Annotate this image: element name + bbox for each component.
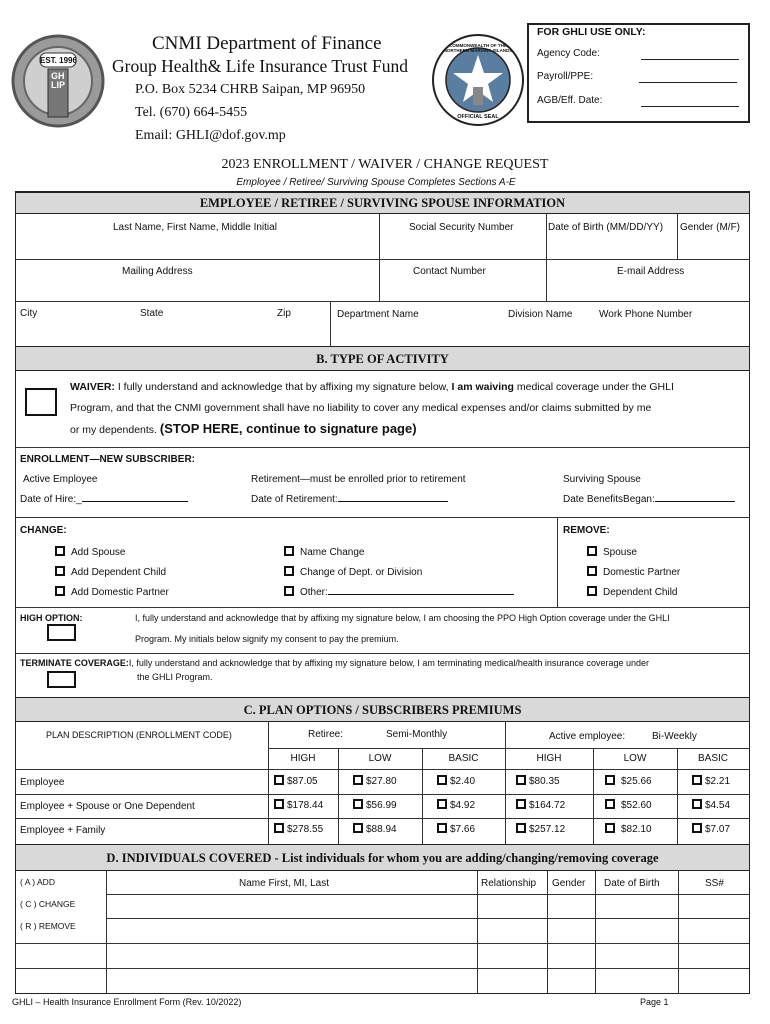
premium-checkbox[interactable] [605, 799, 615, 809]
plan-row-employee-family: Employee + Family [20, 825, 106, 836]
high-option-checkbox[interactable] [47, 624, 76, 641]
other-label: Other: [300, 587, 328, 598]
premium-value: $278.55 [287, 824, 324, 835]
agb-line[interactable] [641, 106, 739, 107]
premium-value: $88.94 [366, 824, 397, 835]
high-option-text-2: Program. My initials below signify my consent to pay the premium. [135, 634, 399, 644]
code-remove: ( R ) REMOVE [20, 921, 76, 931]
premium-value: $80.35 [529, 776, 560, 787]
seal-ring-text: COMMONWEALTH OF THE NORTHERN MARIANA ISLANDS [443, 43, 513, 53]
premium-cell[interactable] [516, 823, 565, 835]
premium-checkbox[interactable] [437, 775, 447, 785]
premium-cell[interactable] [274, 823, 323, 835]
premium-value: $82.10 [621, 824, 652, 835]
gender-column-header: Gender [552, 878, 586, 889]
premium-value: $2.40 [450, 776, 476, 787]
premium-cell[interactable] [437, 775, 475, 787]
premium-cell[interactable] [353, 823, 397, 835]
date-of-hire-label: Date of Hire:_ [20, 494, 82, 505]
premium-value: $7.07 [705, 824, 731, 835]
premium-cell[interactable] [605, 775, 652, 787]
premium-cell[interactable] [605, 823, 652, 835]
premium-cell[interactable] [692, 823, 730, 835]
remove-title: REMOVE: [563, 525, 610, 536]
fund-name: Group Health& Life Insurance Trust Fund [112, 56, 409, 76]
agency-code-line[interactable] [641, 59, 739, 60]
relationship-column-header: Relationship [481, 878, 537, 889]
email-address[interactable]: Email: GHLI@dof.gov.mp [135, 128, 286, 143]
logo-est-text: EST. 1996 [40, 56, 77, 65]
surviving-spouse-option[interactable]: Surviving Spouse [563, 474, 641, 485]
premium-value: $4.92 [450, 800, 476, 811]
retirement-option[interactable]: Retirement—must be enrolled prior to retirement [251, 474, 466, 485]
add-domestic-checkbox[interactable] [55, 586, 65, 596]
date-benefits-field[interactable] [563, 494, 735, 505]
waiver-text-line3 [70, 421, 417, 436]
premium-cell[interactable] [437, 799, 475, 811]
terminate-label-text: TERMINATE COVERAGE: [20, 658, 129, 668]
add-dependent-checkbox[interactable] [55, 566, 65, 576]
premium-checkbox[interactable] [274, 775, 284, 785]
ghli-box-title: FOR GHLI USE ONLY: [537, 26, 646, 38]
bi-weekly-label: Bi-Weekly [652, 731, 697, 742]
gender-field[interactable]: Gender (M/F) [680, 222, 741, 233]
code-change: ( C ) CHANGE [20, 899, 76, 909]
name-change-checkbox[interactable] [284, 546, 294, 556]
remove-dependent-option[interactable] [587, 586, 678, 598]
premium-value: $164.72 [529, 800, 566, 811]
premium-checkbox[interactable] [437, 799, 447, 809]
other-option[interactable] [284, 586, 514, 598]
premium-cell[interactable] [692, 775, 730, 787]
date-of-hire-field[interactable] [20, 494, 188, 505]
form-title: 2023 ENROLLMENT / WAIVER / CHANGE REQUEST [221, 157, 549, 172]
high-option-text-1: I, fully understand and acknowledge that by affixing my signature below, I am choosing the PPO High Option coverage under the GHLI [135, 613, 670, 623]
add-dependent-label: Add Dependent Child [71, 567, 167, 578]
col-active-low: LOW [623, 753, 647, 764]
premium-cell[interactable] [353, 799, 397, 811]
premium-checkbox[interactable] [605, 775, 615, 785]
ss-column-header: SS# [705, 878, 724, 889]
agb-label: AGB/Eff. Date: [537, 95, 603, 106]
logo-letters: GHLIP [51, 71, 66, 90]
premium-value: $178.44 [287, 800, 324, 811]
premium-value: $4.54 [705, 800, 731, 811]
last-name-field[interactable]: Last Name, First Name, Middle Initial [113, 222, 277, 233]
form-subtitle: Employee / Retiree/ Surviving Spouse Completes Sections A-E [236, 177, 516, 188]
change-dept-label: Change of Dept. or Division [300, 567, 423, 578]
semi-monthly-label: Semi-Monthly [386, 729, 448, 740]
premium-checkbox[interactable] [353, 775, 363, 785]
state-field[interactable]: State [140, 308, 164, 319]
col-retiree-basic: BASIC [448, 753, 479, 764]
dob-field[interactable]: Date of Birth (MM/DD/YY) [548, 222, 664, 233]
date-of-retirement-label: Date of Retirement: [251, 494, 338, 505]
premium-value: $27.80 [366, 776, 397, 787]
premium-checkbox[interactable] [353, 823, 363, 833]
contact-number-field[interactable]: Contact Number [413, 266, 486, 277]
premium-checkbox[interactable] [516, 823, 526, 833]
premium-checkbox[interactable] [516, 775, 526, 785]
add-domestic-label: Add Domestic Partner [71, 587, 169, 598]
name-column-header: Name First, MI, Last [239, 878, 330, 889]
dob-column-header: Date of Birth [604, 878, 660, 889]
col-retiree-low: LOW [368, 753, 392, 764]
active-employee-option[interactable]: Active Employee [23, 474, 98, 485]
name-change-label: Name Change [300, 547, 365, 558]
ssn-field[interactable]: Social Security Number [409, 222, 514, 233]
department-field[interactable]: Department Name [337, 309, 419, 320]
plan-row-employee-spouse: Employee + Spouse or One Dependent [20, 801, 195, 812]
add-domestic-option[interactable] [55, 586, 169, 598]
division-field[interactable]: Division Name [508, 309, 573, 320]
other-checkbox[interactable] [284, 586, 294, 596]
code-add: ( A ) ADD [20, 877, 55, 887]
premium-value: $2.21 [705, 776, 731, 787]
premium-checkbox[interactable] [692, 799, 702, 809]
mailing-address-field[interactable]: Mailing Address [122, 266, 193, 277]
premium-checkbox[interactable] [692, 775, 702, 785]
payroll-label: Payroll/PPE: [537, 71, 594, 82]
premium-checkbox[interactable] [516, 799, 526, 809]
waiver-text-1a: I fully understand and acknowledge that by affixing my signature below, [114, 381, 452, 393]
premium-cell[interactable] [605, 799, 652, 811]
add-dependent-option[interactable] [55, 566, 166, 578]
waiver-bold: I am waiving [451, 381, 514, 393]
change-dept-checkbox[interactable] [284, 566, 294, 576]
col-retiree-high: HIGH [290, 753, 316, 764]
terminate-text-2: the GHLI Program. [137, 672, 213, 682]
city-field[interactable]: City [20, 308, 38, 319]
plan-row-employee: Employee [20, 777, 65, 788]
footer-page-number: Page 1 [640, 997, 669, 1007]
ghli-use-only-box [527, 23, 750, 123]
remove-dependent-checkbox[interactable] [587, 586, 597, 596]
address: P.O. Box 5234 CHRB Saipan, MP 96950 [135, 82, 366, 97]
telephone: Tel. (670) 664-5455 [135, 105, 248, 120]
remove-domestic-option[interactable] [587, 566, 680, 578]
section-c-header: C. PLAN OPTIONS / SUBSCRIBERS PREMIUMS [16, 697, 749, 722]
remove-spouse-checkbox[interactable] [587, 546, 597, 556]
premium-cell[interactable] [437, 823, 475, 835]
work-phone-field[interactable]: Work Phone Number [599, 309, 693, 320]
premium-checkbox[interactable] [274, 799, 284, 809]
date-benefits-label: Date BenefitsBegan: [563, 494, 655, 505]
col-active-high: HIGH [536, 753, 562, 764]
waiver-stop-note: (STOP HERE, continue to signature page) [159, 421, 417, 436]
name-change-option[interactable] [284, 546, 364, 558]
waiver-text-1b: medical coverage under the GHLI [513, 381, 674, 393]
change-title: CHANGE: [20, 525, 67, 536]
footer-form-id: GHLI – Health Insurance Enrollment Form (Rev. 10/2022) [12, 997, 242, 1007]
premium-checkbox[interactable] [692, 823, 702, 833]
remove-dependent-label: Dependent Child [603, 587, 678, 598]
premium-cell[interactable] [516, 799, 565, 811]
seal-bottom-text: OFFICIAL SEAL [457, 114, 499, 120]
add-spouse-label: Add Spouse [71, 547, 126, 558]
waiver-label: WAIVER: [70, 381, 115, 393]
date-of-retirement-field[interactable] [251, 494, 448, 505]
premium-value: $257.12 [529, 824, 566, 835]
premium-cell[interactable] [692, 799, 730, 811]
active-employee-label: Active employee: [549, 731, 626, 742]
premium-cell[interactable] [353, 775, 397, 787]
retiree-label: Retiree: [308, 729, 344, 740]
terminate-text-1: I, fully understand and acknowledge that by affixing my signature below, I am terminating medical/health insurance coverage under [128, 658, 649, 668]
remove-spouse-option[interactable] [587, 546, 637, 558]
waiver-checkbox[interactable] [25, 388, 57, 416]
premium-cell[interactable] [274, 775, 318, 787]
premium-checkbox[interactable] [274, 823, 284, 833]
premium-checkbox[interactable] [437, 823, 447, 833]
email-field[interactable]: E-mail Address [617, 266, 685, 277]
org-name: CNMI Department of Finance [152, 33, 382, 54]
terminate-checkbox[interactable] [47, 671, 76, 688]
premium-checkbox[interactable] [605, 823, 615, 833]
waiver-text-3: or my dependents. [70, 424, 157, 436]
change-dept-option[interactable] [284, 566, 422, 578]
premium-value: $7.66 [450, 824, 476, 835]
plan-description-header: PLAN DESCRIPTION (ENROLLMENT CODE) [46, 730, 232, 740]
remove-domestic-checkbox[interactable] [587, 566, 597, 576]
agency-code-label: Agency Code: [537, 48, 600, 59]
premium-value: $56.99 [366, 800, 397, 811]
waiver-text-line1 [70, 381, 674, 393]
col-active-basic: BASIC [697, 753, 728, 764]
waiver-text-line2: Program, and that the CNMI government shall have no liability to cover any medical expenses and/or claims submitted by me [70, 402, 652, 414]
section-d-header: D. INDIVIDUALS COVERED - List individuals for whom you are adding/changing/removing coverage [16, 844, 749, 871]
premium-cell[interactable] [274, 799, 323, 811]
section-b-header: B. TYPE OF ACTIVITY [16, 346, 749, 371]
section-a-header: EMPLOYEE / RETIREE / SURVIVING SPOUSE INFORMATION [16, 192, 749, 214]
payroll-line[interactable] [639, 82, 737, 83]
terminate-label [20, 658, 649, 668]
enrollment-title: ENROLLMENT—NEW SUBSCRIBER: [20, 454, 195, 465]
high-option-label: HIGH OPTION: [20, 613, 83, 623]
premium-cell[interactable] [516, 775, 560, 787]
remove-spouse-label: Spouse [603, 547, 637, 558]
premium-value: $25.66 [621, 776, 652, 787]
add-spouse-checkbox[interactable] [55, 546, 65, 556]
add-spouse-option[interactable] [55, 546, 126, 558]
zip-field[interactable]: Zip [277, 308, 291, 319]
remove-domestic-label: Domestic Partner [603, 567, 681, 578]
premium-value: $87.05 [287, 776, 318, 787]
premium-checkbox[interactable] [353, 799, 363, 809]
premium-value: $52.60 [621, 800, 652, 811]
